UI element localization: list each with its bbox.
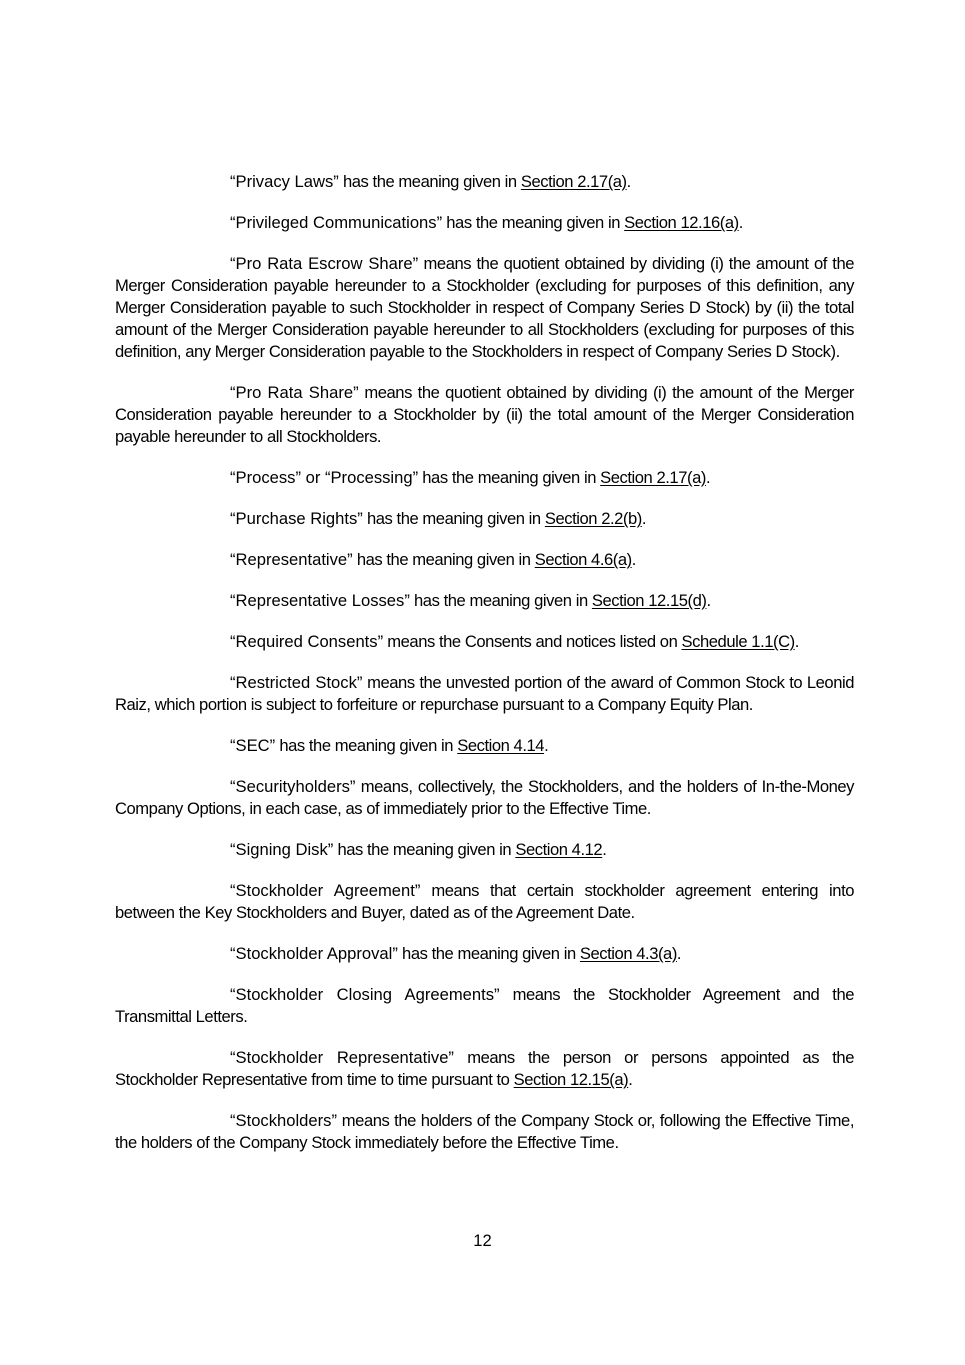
- section-reference: Section 2.2(b): [544, 509, 642, 528]
- definition-privacy-laws: [115, 171, 854, 193]
- definition-text: has the meaning given in: [333, 840, 516, 859]
- definition-tail: .: [706, 591, 711, 610]
- definition-tail: .: [626, 172, 631, 191]
- section-reference: Section 4.6(a): [534, 550, 632, 569]
- defined-term: “Representative Losses”: [230, 591, 410, 610]
- definition-text: has the meaning given in: [397, 944, 580, 963]
- definition-restricted-stock: [115, 672, 854, 716]
- section-reference: Section 4.14: [457, 736, 545, 755]
- definition-tail: .: [738, 213, 743, 232]
- page-number: 12: [473, 1231, 492, 1250]
- definition-tail: .: [544, 736, 549, 755]
- defined-term: “Privileged Communications”: [230, 213, 443, 232]
- definition-text: has the meaning given in: [442, 213, 625, 232]
- defined-term: “Process” or “Processing”: [230, 468, 419, 487]
- definition-tail: .: [628, 1070, 633, 1089]
- defined-term: “Stockholders”: [230, 1111, 337, 1130]
- definition-representative-losses: [115, 590, 854, 612]
- definition-text: means the quotient obtained by dividing (i) the amount of the Merger Consideration payable hereunder to a Stockholder (excluding for purposes of this definition, any Merger Consideration payable to such Stockholder in respect of Company Series D Stock) by (ii) the total amount of the Merger Consideration payable hereunder to all Stockholders (excluding for purposes of this definition, any Merger Consideration payable to the Stockholders in respect of Company Series D Stock).: [115, 254, 855, 361]
- section-reference: Section 12.16(a): [624, 213, 739, 232]
- definition-tail: .: [676, 944, 682, 963]
- defined-term: “Pro Rata Escrow Share”: [230, 254, 419, 273]
- defined-term: “Representative”: [230, 550, 353, 569]
- definition-text: has the meaning given in: [338, 172, 521, 191]
- defined-term: “Stockholder Closing Agreements”: [230, 985, 500, 1004]
- defined-term: “Pro Rata Share”: [230, 383, 359, 402]
- definition-signing-disk: [115, 839, 854, 861]
- definition-text: has the meaning given in: [409, 591, 592, 610]
- definition-text: means the unvested portion of the award of Common Stock to Leonid Raiz, which portion is subject to forfeiture or repurchase pursuant to a Company Equity Plan.: [115, 673, 855, 714]
- definition-text: means the Stockholder Agreement and the Transmittal Letters.: [115, 985, 855, 1026]
- definition-privileged-communications: [115, 212, 854, 234]
- defined-term: “SEC”: [230, 736, 276, 755]
- definition-tail: .: [602, 840, 607, 859]
- definition-stockholder-approval: [115, 943, 854, 965]
- definition-stockholder-closing-agreements: [115, 984, 854, 1028]
- defined-term: “Stockholder Approval”: [230, 944, 398, 963]
- section-reference: Section 4.3(a): [579, 944, 677, 963]
- definition-text: has the meaning given in: [352, 550, 535, 569]
- defined-term: “Stockholder Representative”: [230, 1048, 454, 1067]
- definition-text: means the holders of the Company Stock or, following the Effective Time, the holders of the Company Stock immediately before the Effective Time.: [115, 1111, 854, 1152]
- defined-term: “Restricted Stock”: [230, 673, 363, 692]
- definition-stockholder-agreement: [115, 880, 854, 924]
- definition-sec: [115, 735, 854, 757]
- definition-tail: .: [631, 550, 636, 569]
- definitions-list: [115, 171, 854, 1173]
- schedule-reference: Schedule 1.1(C): [681, 632, 795, 651]
- section-reference: Section 12.15(a): [513, 1070, 629, 1089]
- definition-representative: [115, 549, 854, 571]
- defined-term: “Securityholders”: [230, 777, 356, 796]
- definition-text: means the quotient obtained by dividing (i) the amount of the Merger Consideration payable hereunder to a Stockholder by (ii) the total amount of the Merger Consideration payable hereunder to all Stockholders.: [115, 383, 854, 446]
- definition-stockholders: [115, 1110, 854, 1154]
- definition-text: means, collectively, the Stockholders, and the holders of In-the-Money Company Options, in each case, as of immediately prior to the Effective Time.: [115, 777, 854, 818]
- definition-process: [115, 467, 854, 489]
- defined-term: “Purchase Rights”: [230, 509, 363, 528]
- definition-text: has the meaning given in: [418, 468, 601, 487]
- defined-term: “Required Consents”: [230, 632, 384, 651]
- definition-purchase-rights: [115, 508, 854, 530]
- definition-pro-rata-escrow-share: [115, 253, 854, 363]
- definition-stockholder-representative: [115, 1047, 854, 1091]
- definition-text: has the meaning given in: [362, 509, 545, 528]
- section-reference: Section 2.17(a): [520, 172, 627, 191]
- defined-term: “Privacy Laws”: [230, 172, 339, 191]
- defined-term: “Stockholder Agreement”: [230, 881, 421, 900]
- section-reference: Section 12.15(d): [591, 591, 707, 610]
- definition-text: means that certain stockholder agreement entering into between the Key Stockholders and Buyer, dated as of the Agreement Date.: [115, 881, 855, 922]
- definition-required-consents: [115, 631, 854, 653]
- definition-text: means the person or persons appointed as the Stockholder Representative from time to time pursuant to: [115, 1048, 854, 1089]
- defined-term: “Signing Disk”: [230, 840, 334, 859]
- definition-tail: .: [641, 509, 647, 528]
- section-reference: Section 2.17(a): [600, 468, 706, 487]
- section-reference: Section 4.12: [515, 840, 603, 859]
- definition-tail: .: [705, 468, 711, 487]
- definition-text: has the meaning given in: [275, 736, 458, 755]
- definition-tail: .: [794, 632, 799, 651]
- definition-securityholders: [115, 776, 854, 820]
- definition-pro-rata-share: [115, 382, 854, 448]
- definition-text: means the Consents and notices listed on: [383, 632, 682, 651]
